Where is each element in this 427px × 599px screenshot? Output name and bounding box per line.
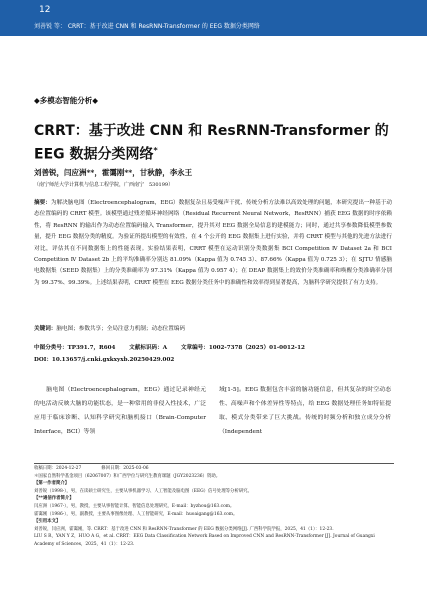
id-label: 文章编号： bbox=[180, 345, 209, 351]
footnotes bbox=[34, 465, 394, 549]
citation-cn: 刘善锐，闫应洲，霍霭刚，等. CRRT：基于改进 CNN 和 ResRNN-Transformer 的 EEG 数据分类网络[J]. 广西科学院学报，2025，41（1）：12-23. bbox=[34, 526, 334, 532]
abstract bbox=[34, 198, 392, 289]
classification-line bbox=[34, 343, 392, 353]
citation-en: LIU S R，YAN Y Z，HUO A G，et al. CRRT：EEG Data Classification Network Based on Improved CNN and ResRNN-Transformer [J]. Journal of Guangxi Academy of Sciences，2025，41（1）：12-23. bbox=[34, 534, 375, 547]
abstract-label: 摘要： bbox=[34, 200, 51, 206]
title-fund-mark: * bbox=[153, 146, 158, 155]
body-column-left: 脑电图（Electroencephalogram，EEG）通过记录神经元的电活动反映大脑的功能状态，是一种常用的非侵入性技术，广泛应用于临床诊断、认知科学研究和脑机接口（Brain-Computer Interface，BCI）等领 bbox=[34, 387, 206, 435]
clc-label: 中图分类号： bbox=[34, 345, 68, 351]
keywords bbox=[34, 324, 392, 334]
corresponding-note-1: 闫应洲（1967-），男，教授，主要从事智能计算、智能信息处理研究，E-mail：byzhou@163.com。 bbox=[34, 503, 235, 509]
first-author-note: 刘善锐（1998-），男，在读硕士研究生，主要从事机器学习、人工智能及脑电图（EEG）信号处理等分析研究。 bbox=[34, 488, 252, 494]
clc-value: TP391.7，R604 bbox=[67, 345, 116, 351]
keywords-label: 关键词： bbox=[34, 326, 57, 332]
corresponding-note-2: 霍霭刚（1986-），男，副教授，主要从事图像处理、人工智能研究，E-mail：huoaigang@163.com。 bbox=[34, 511, 238, 517]
body-column-right: 域[1-5]。EEG 数据包含丰富的脑功能信息，但其复杂的时空动态性、高噪声和个体差异性等特点，给 EEG 数据处理任务如特征提取、模式分类带来了巨大挑战。传统的时频分析和独立成分分析（Independent bbox=[219, 387, 391, 435]
fund-note: ＊国家自然科学基金项目（62067007）和广西学位与研究生教育课题（JGY2023236）资助。 bbox=[34, 473, 221, 479]
section-label: ◆多模态智能分析◆ bbox=[34, 96, 99, 105]
paper-title bbox=[34, 122, 394, 165]
revised-date: 修回日期：2025-03-06 bbox=[101, 466, 149, 471]
received-date: 收稿日期：2024-12-27 bbox=[34, 466, 82, 471]
doi: DOI：10.13657/j.cnki.gxkxyxb.20250429.002 bbox=[34, 357, 175, 363]
running-head: 刘善锐 等： CRRT：基于改进 CNN 和 ResRNN-Transformer 的 EEG 数据分类网络 bbox=[34, 23, 260, 30]
header-bar bbox=[0, 0, 427, 36]
page-number: 12 bbox=[39, 5, 51, 15]
first-author-label: 【第一作者简介】 bbox=[34, 481, 70, 487]
keywords-text: 脑电图；参数共享；全局注意力机制；动态位置编码 bbox=[56, 326, 186, 332]
title-text: CRRT：基于改进 CNN 和 ResRNN-Transformer 的 EEG 数据分类网络 bbox=[34, 123, 389, 163]
authors: 刘善锐，闫应洲**，霍霭刚**，甘秋静，李永王 bbox=[34, 168, 193, 177]
footnote-rule bbox=[34, 463, 394, 464]
corresponding-label: 【**通信作者简介】 bbox=[34, 496, 74, 502]
code-value: A bbox=[162, 345, 168, 351]
abstract-text: 为解决脑电图（Electroencephalogram，EEG）数据复杂且易受噪声干扰、传统分析方法难以高效处理的问题，本研究提出一种基于动态位置编码的 CRRT 模型。该模型通过残差循环神经网络（Residual Recurrent Neural Network，ResRNN）捕获 EEG 数据的时序依赖性，将 ResRNN 的输出作为动态位置编码输入 Transformer，提升其对 EEG 数据全局信息的建模能力；同时，通过共享参数降低模型参数量，提升 EEG 数据分类的精度。为验证所提出模型的有效性，在 4 个公开的 EEG 数据集上进行实验，并将 CRRT 模型与其他的先进方法进行对比，评估其在不同数据集上的性能表现。实验结果表明，CRRT 模型在运动识别分类数据集 BCI Competition Ⅳ Dataset 2a 和 BCI Competition Ⅳ Dataset 2b 上的平均准确率分别达 81.09%（Kappa 值为 0.745 3）、87.66%（Kappa 值为 0.725 3）；在 SJTU 情感脑电数据集（SEED 数据集）上的分类准确率为 97.31%（Kappa 值为 0.957 4）；在 DEAP 数据集上的效价分类准确率和唤醒分类准确率分别为 99.37%、99.39%。上述结果表明，CRRT 模型在 EEG 数据分类任务中的准确性和效率得到显著提高，为脑科学研究提供了有力支持。 bbox=[34, 200, 392, 286]
id-value: 1002-7378（2025）01-0012-12 bbox=[208, 345, 305, 351]
code-label: 文献标识码： bbox=[129, 345, 163, 351]
citation-label: 【引用本文】 bbox=[34, 519, 61, 525]
affiliation: （南宁师范大学计算机与信息工程学院，广西南宁 530199） bbox=[34, 182, 174, 188]
